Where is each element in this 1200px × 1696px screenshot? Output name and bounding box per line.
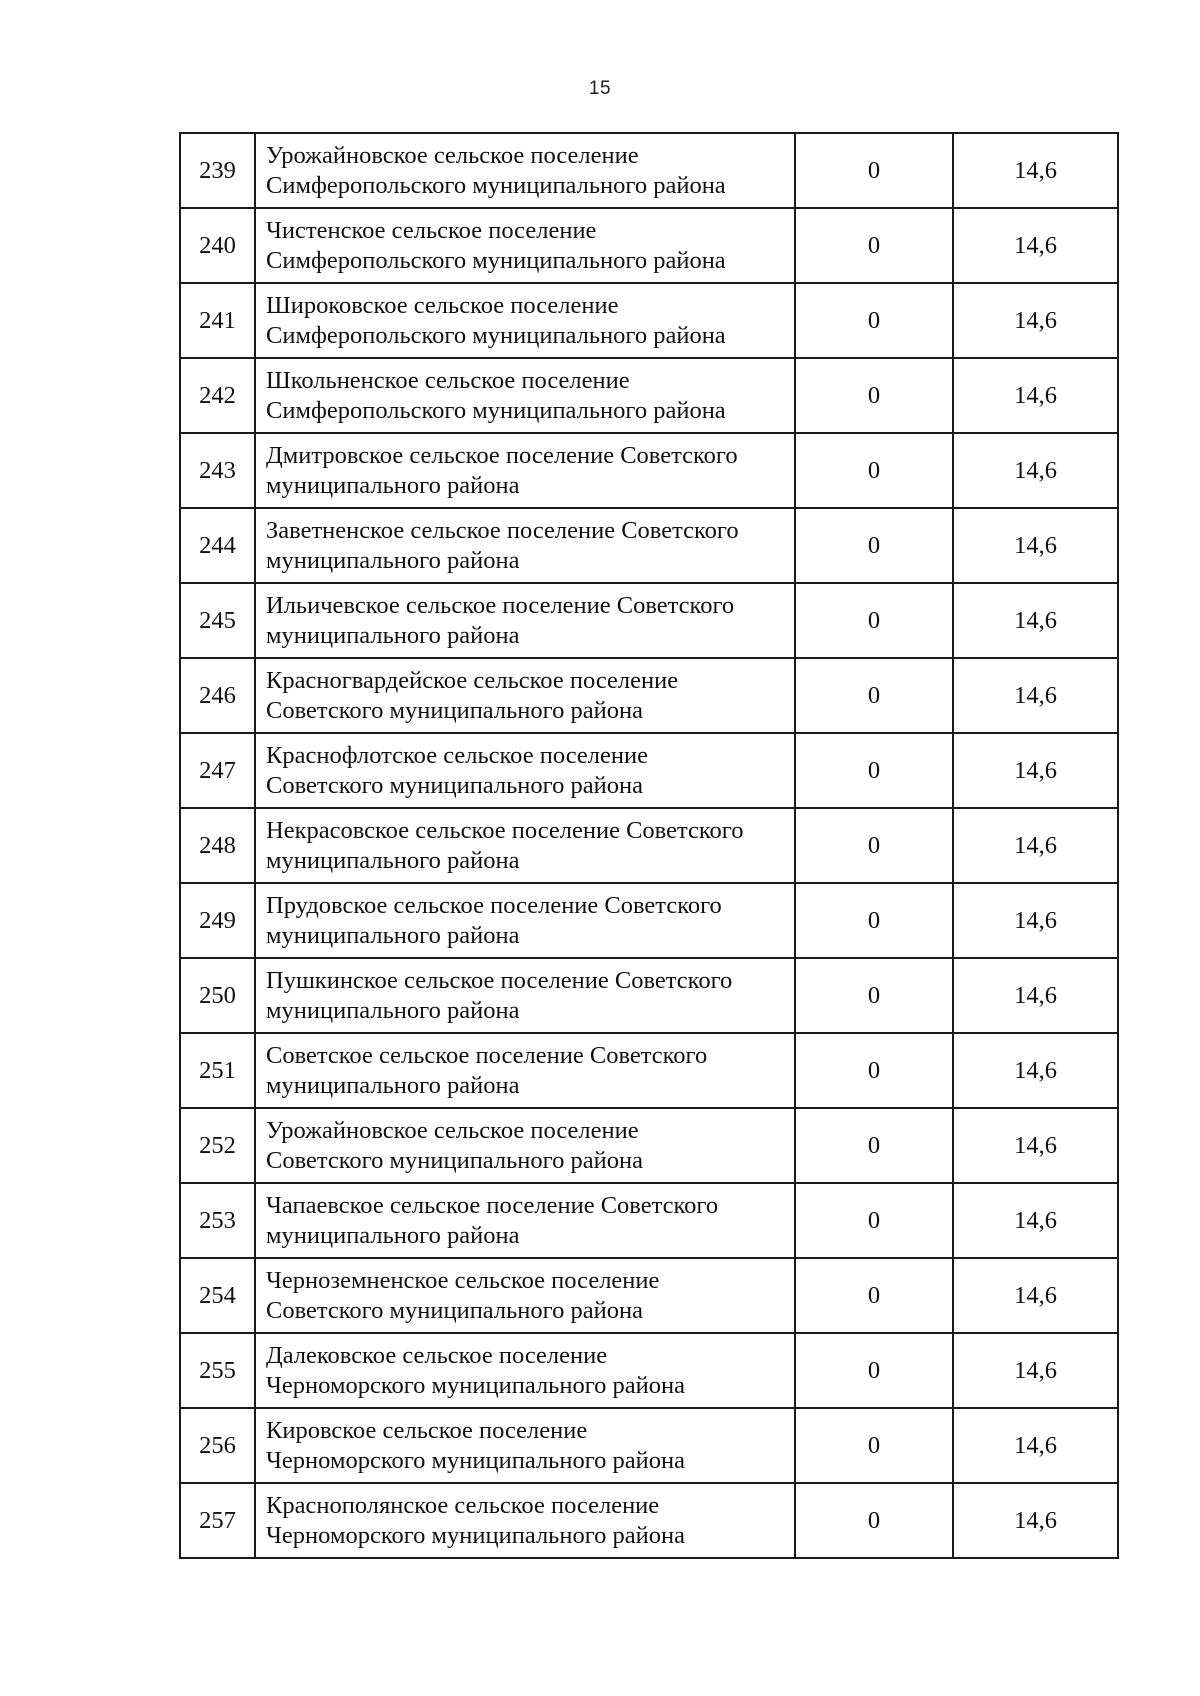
- value-column-2: 14,6: [953, 133, 1118, 208]
- table-row: [180, 508, 1118, 583]
- value-column-1: 0: [795, 133, 953, 208]
- settlement-name-line1: Школьненское сельское поселение: [266, 366, 630, 394]
- value-column-2: 14,6: [953, 583, 1118, 658]
- table-row: [180, 358, 1118, 433]
- page-number: 15: [588, 78, 612, 99]
- settlement-name-line1: Чистенское сельское поселение: [266, 216, 597, 244]
- table-row: [180, 733, 1118, 808]
- value-column-1: 0: [795, 208, 953, 283]
- settlement-name-line1: Далековское сельское поселение: [266, 1341, 608, 1369]
- table-row: [180, 583, 1118, 658]
- settlement-name-line1: Черноземненское сельское поселение: [266, 1266, 660, 1294]
- row-number: 249: [180, 883, 255, 958]
- settlement-name: [255, 1333, 795, 1408]
- row-number: 255: [180, 1333, 255, 1408]
- value-column-1: 0: [795, 1483, 953, 1558]
- value-column-2: 14,6: [953, 433, 1118, 508]
- table-row: [180, 658, 1118, 733]
- value-column-1: 0: [795, 808, 953, 883]
- settlement-name-line2: муниципального района: [266, 1071, 520, 1099]
- value-column-2: 14,6: [953, 733, 1118, 808]
- settlement-name-line2: муниципального района: [266, 621, 520, 649]
- value-column-1: 0: [795, 1333, 953, 1408]
- value-column-1: 0: [795, 358, 953, 433]
- settlements-table: [179, 132, 1119, 1559]
- row-number: 241: [180, 283, 255, 358]
- settlement-name: [255, 358, 795, 433]
- table-row: [180, 283, 1118, 358]
- settlement-name: [255, 283, 795, 358]
- value-column-2: 14,6: [953, 1333, 1118, 1408]
- settlement-name-line1: Пушкинское сельское поселение Советского: [266, 966, 733, 994]
- value-column-2: 14,6: [953, 1033, 1118, 1108]
- settlement-name-line2: муниципального района: [266, 996, 520, 1024]
- value-column-1: 0: [795, 1033, 953, 1108]
- value-column-1: 0: [795, 883, 953, 958]
- row-number: 253: [180, 1183, 255, 1258]
- settlement-name-line1: Краснополянское сельское поселение: [266, 1491, 660, 1519]
- settlement-name: [255, 208, 795, 283]
- settlement-name-line1: Чапаевское сельское поселение Советского: [266, 1191, 719, 1219]
- settlement-name-line1: Некрасовское сельское поселение Советского: [266, 816, 744, 844]
- value-column-1: 0: [795, 733, 953, 808]
- settlement-name: [255, 433, 795, 508]
- table-row: [180, 1483, 1118, 1558]
- row-number: 254: [180, 1258, 255, 1333]
- value-column-1: 0: [795, 508, 953, 583]
- settlement-name-line2: Советского муниципального района: [266, 1296, 643, 1324]
- value-column-2: 14,6: [953, 658, 1118, 733]
- settlement-name: [255, 508, 795, 583]
- settlement-name-line1: Дмитровское сельское поселение Советского: [266, 441, 738, 469]
- table-row: [180, 433, 1118, 508]
- settlement-name: [255, 1108, 795, 1183]
- value-column-1: 0: [795, 1408, 953, 1483]
- value-column-2: 14,6: [953, 958, 1118, 1033]
- row-number: 247: [180, 733, 255, 808]
- settlement-name-line1: Заветненское сельское поселение Советского: [266, 516, 739, 544]
- row-number: 242: [180, 358, 255, 433]
- settlement-name: [255, 1183, 795, 1258]
- settlement-name: [255, 658, 795, 733]
- value-column-2: 14,6: [953, 1108, 1118, 1183]
- table-row: [180, 958, 1118, 1033]
- value-column-2: 14,6: [953, 1408, 1118, 1483]
- table-body: [180, 133, 1118, 1558]
- settlement-name-line1: Ильичевское сельское поселение Советского: [266, 591, 735, 619]
- row-number: 248: [180, 808, 255, 883]
- settlement-name-line1: Красногвардейское сельское поселение: [266, 666, 679, 694]
- settlement-name: [255, 958, 795, 1033]
- table-row: [180, 883, 1118, 958]
- table-row: [180, 208, 1118, 283]
- value-column-2: 14,6: [953, 808, 1118, 883]
- row-number: 252: [180, 1108, 255, 1183]
- value-column-2: 14,6: [953, 1483, 1118, 1558]
- value-column-1: 0: [795, 1183, 953, 1258]
- row-number: 243: [180, 433, 255, 508]
- settlement-name-line2: Симферопольского муниципального района: [266, 396, 726, 424]
- settlement-name-line2: муниципального района: [266, 846, 520, 874]
- table-row: [180, 1408, 1118, 1483]
- settlement-name: [255, 1408, 795, 1483]
- settlement-name-line2: Советского муниципального района: [266, 696, 643, 724]
- settlement-name: [255, 1258, 795, 1333]
- settlement-name-line2: муниципального района: [266, 921, 520, 949]
- settlement-name-line2: муниципального района: [266, 1221, 520, 1249]
- settlement-name-line1: Урожайновское сельское поселение: [266, 1116, 639, 1144]
- settlement-name-line1: Краснофлотское сельское поселение: [266, 741, 648, 769]
- value-column-1: 0: [795, 1108, 953, 1183]
- row-number: 239: [180, 133, 255, 208]
- row-number: 257: [180, 1483, 255, 1558]
- value-column-1: 0: [795, 283, 953, 358]
- table-row: [180, 133, 1118, 208]
- settlement-name-line2: Симферопольского муниципального района: [266, 321, 726, 349]
- table-row: [180, 1183, 1118, 1258]
- row-number: 256: [180, 1408, 255, 1483]
- settlement-name-line2: Советского муниципального района: [266, 1146, 643, 1174]
- settlement-name: [255, 1483, 795, 1558]
- settlement-name-line1: Широковское сельское поселение: [266, 291, 619, 319]
- settlement-name-line1: Урожайновское сельское поселение: [266, 141, 639, 169]
- settlement-name: [255, 733, 795, 808]
- row-number: 251: [180, 1033, 255, 1108]
- settlement-name-line1: Советское сельское поселение Советского: [266, 1041, 708, 1069]
- settlement-name-line2: Симферопольского муниципального района: [266, 171, 726, 199]
- settlement-name-line2: муниципального района: [266, 546, 520, 574]
- row-number: 245: [180, 583, 255, 658]
- table-row: [180, 1108, 1118, 1183]
- value-column-2: 14,6: [953, 508, 1118, 583]
- settlement-name: [255, 133, 795, 208]
- settlement-name-line1: Прудовское сельское поселение Советского: [266, 891, 722, 919]
- settlement-name: [255, 583, 795, 658]
- settlement-name-line2: Черноморского муниципального района: [266, 1446, 685, 1474]
- table-row: [180, 808, 1118, 883]
- value-column-2: 14,6: [953, 1258, 1118, 1333]
- value-column-2: 14,6: [953, 883, 1118, 958]
- settlement-name: [255, 1033, 795, 1108]
- settlement-name: [255, 808, 795, 883]
- value-column-1: 0: [795, 958, 953, 1033]
- value-column-2: 14,6: [953, 1183, 1118, 1258]
- value-column-2: 14,6: [953, 283, 1118, 358]
- settlement-name-line2: Советского муниципального района: [266, 771, 643, 799]
- table-row: [180, 1333, 1118, 1408]
- settlement-name-line1: Кировское сельское поселение: [266, 1416, 588, 1444]
- value-column-1: 0: [795, 433, 953, 508]
- row-number: 246: [180, 658, 255, 733]
- value-column-2: 14,6: [953, 358, 1118, 433]
- settlement-name: [255, 883, 795, 958]
- row-number: 240: [180, 208, 255, 283]
- value-column-1: 0: [795, 658, 953, 733]
- value-column-1: 0: [795, 1258, 953, 1333]
- row-number: 250: [180, 958, 255, 1033]
- settlement-name-line2: муниципального района: [266, 471, 520, 499]
- value-column-1: 0: [795, 583, 953, 658]
- row-number: 244: [180, 508, 255, 583]
- settlement-name-line2: Черноморского муниципального района: [266, 1371, 685, 1399]
- table-row: [180, 1033, 1118, 1108]
- settlement-name-line2: Симферопольского муниципального района: [266, 246, 726, 274]
- value-column-2: 14,6: [953, 208, 1118, 283]
- table-row: [180, 1258, 1118, 1333]
- settlement-name-line2: Черноморского муниципального района: [266, 1521, 685, 1549]
